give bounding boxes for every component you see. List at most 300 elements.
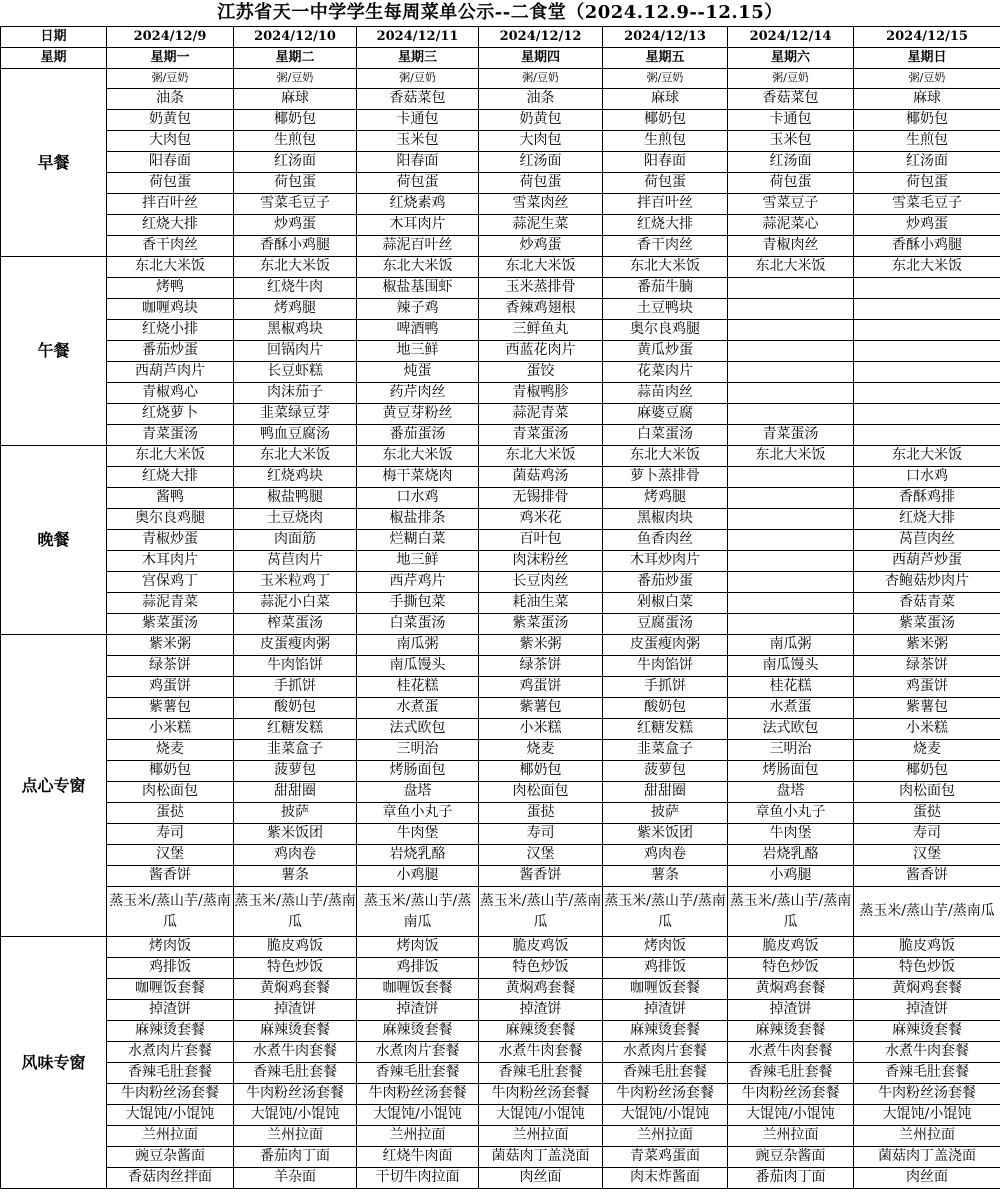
menu-cell: 口水鸡 [357, 488, 479, 509]
menu-cell: 红烧大排 [107, 467, 234, 488]
menu-cell: 特色炒饭 [234, 958, 357, 979]
menu-cell: 牛肉粉丝汤套餐 [234, 1084, 357, 1105]
menu-cell [728, 488, 854, 509]
dinner-label: 晚餐 [1, 446, 107, 635]
menu-cell: 牛肉粉丝汤套餐 [603, 1084, 728, 1105]
menu-cell: 烤鸡腿 [603, 488, 728, 509]
menu-cell: 椒盐鸭腿 [234, 488, 357, 509]
menu-cell: 粥/豆奶 [357, 69, 479, 89]
menu-cell: 兰州拉面 [234, 1126, 357, 1147]
menu-cell: 牛肉堡 [357, 824, 479, 845]
menu-cell: 麻辣烫套餐 [603, 1021, 728, 1042]
lunch-label: 午餐 [1, 257, 107, 446]
dinner-row [1, 572, 1000, 593]
menu-cell: 鸡排饭 [107, 958, 234, 979]
dinner-row [1, 488, 1000, 509]
menu-cell: 黑椒鸡块 [234, 320, 357, 341]
menu-cell: 特色炒饭 [479, 958, 603, 979]
menu-cell: 烤鸭 [107, 278, 234, 299]
menu-cell: 蛋饺 [479, 362, 603, 383]
menu-cell: 卡通包 [357, 110, 479, 131]
menu-cell: 掉渣饼 [479, 1000, 603, 1021]
menu-cell [728, 593, 854, 614]
menu-cell: 奥尔良鸡腿 [603, 320, 728, 341]
menu-cell: 小鸡腿 [357, 866, 479, 887]
menu-cell: 烧麦 [854, 740, 1000, 761]
menu-cell: 手抓饼 [603, 677, 728, 698]
menu-cell [854, 299, 1000, 320]
menu-cell: 水煮牛肉套餐 [854, 1042, 1000, 1063]
menu-cell: 黑椒肉块 [603, 509, 728, 530]
menu-cell: 椰奶包 [854, 110, 1000, 131]
breakfast-row [1, 69, 1000, 89]
menu-cell: 咖喱饭套餐 [357, 979, 479, 1000]
menu-cell: 蒸玉米/蒸山芋/蒸南瓜 [728, 887, 854, 937]
flavor-label: 风味专窗 [1, 937, 107, 1189]
menu-cell: 东北大米饭 [107, 446, 234, 467]
menu-cell: 手撕包菜 [357, 593, 479, 614]
snack-row [1, 824, 1000, 845]
menu-cell: 牛肉粉丝汤套餐 [357, 1084, 479, 1105]
menu-cell: 兰州拉面 [728, 1126, 854, 1147]
menu-cell: 紫薯包 [107, 698, 234, 719]
menu-cell: 红烧萝卜 [107, 404, 234, 425]
menu-cell: 披萨 [603, 803, 728, 824]
menu-cell: 黄焖鸡套餐 [479, 979, 603, 1000]
lunch-row [1, 383, 1000, 404]
menu-cell: 荷包蛋 [603, 173, 728, 194]
menu-cell: 红烧大排 [854, 509, 1000, 530]
menu-cell [728, 404, 854, 425]
menu-cell: 酱香饼 [107, 866, 234, 887]
menu-cell [728, 572, 854, 593]
menu-cell: 西葫芦炒蛋 [854, 551, 1000, 572]
menu-cell: 麻球 [603, 89, 728, 110]
weekday-cell: 星期三 [357, 48, 479, 69]
menu-cell: 绿茶饼 [479, 656, 603, 677]
menu-cell: 小米糕 [107, 719, 234, 740]
date-cell: 2024/12/15 [854, 27, 1000, 48]
menu-cell: 荷包蛋 [854, 173, 1000, 194]
menu-cell: 烤肉饭 [357, 937, 479, 958]
menu-cell: 剁椒白菜 [603, 593, 728, 614]
menu-cell: 土豆烧肉 [234, 509, 357, 530]
menu-cell: 大馄饨/小馄饨 [479, 1105, 603, 1126]
menu-cell: 香酥小鸡腿 [234, 236, 357, 257]
menu-cell: 披萨 [234, 803, 357, 824]
menu-cell: 蒜泥菜心 [728, 215, 854, 236]
menu-cell: 羊杂面 [234, 1168, 357, 1189]
menu-cell: 南瓜馒头 [357, 656, 479, 677]
menu-cell: 玉米包 [728, 131, 854, 152]
menu-cell [728, 341, 854, 362]
dinner-row [1, 593, 1000, 614]
menu-cell: 白菜蛋汤 [603, 425, 728, 446]
menu-cell [854, 404, 1000, 425]
menu-cell: 水煮蛋 [728, 698, 854, 719]
menu-cell: 红烧牛肉面 [357, 1147, 479, 1168]
menu-cell: 三明治 [357, 740, 479, 761]
menu-cell [854, 320, 1000, 341]
menu-cell: 鸡蛋饼 [479, 677, 603, 698]
menu-cell: 水煮肉片套餐 [603, 1042, 728, 1063]
menu-cell: 掉渣饼 [357, 1000, 479, 1021]
menu-cell: 白菜蛋汤 [357, 614, 479, 635]
menu-cell: 红汤面 [728, 152, 854, 173]
menu-cell: 粥/豆奶 [728, 69, 854, 89]
menu-cell: 大馄饨/小馄饨 [357, 1105, 479, 1126]
menu-cell: 烧麦 [107, 740, 234, 761]
snack-row [1, 677, 1000, 698]
menu-cell: 东北大米饭 [357, 446, 479, 467]
menu-cell: 小米糕 [854, 719, 1000, 740]
menu-cell: 粥/豆奶 [479, 69, 603, 89]
menu-cell: 东北大米饭 [728, 257, 854, 278]
menu-cell: 黄焖鸡套餐 [234, 979, 357, 1000]
menu-cell: 肉松面包 [479, 782, 603, 803]
menu-cell: 掉渣饼 [234, 1000, 357, 1021]
menu-cell: 三鲜鱼丸 [479, 320, 603, 341]
menu-cell: 香辣毛肚套餐 [234, 1063, 357, 1084]
menu-cell: 木耳炒肉片 [603, 551, 728, 572]
menu-cell: 水煮蛋 [357, 698, 479, 719]
menu-cell: 青椒炒蛋 [107, 530, 234, 551]
menu-cell [854, 341, 1000, 362]
menu-cell: 烤鸡腿 [234, 299, 357, 320]
menu-cell: 三明治 [728, 740, 854, 761]
menu-cell: 青菜蛋汤 [728, 425, 854, 446]
menu-cell: 蒜苗肉丝 [603, 383, 728, 404]
weekday-cell: 星期一 [107, 48, 234, 69]
menu-cell: 紫米饭团 [603, 824, 728, 845]
menu-cell: 百叶包 [479, 530, 603, 551]
menu-cell: 掉渣饼 [728, 1000, 854, 1021]
menu-cell: 章鱼小丸子 [728, 803, 854, 824]
menu-cell: 油条 [107, 89, 234, 110]
date-cell: 2024/12/9 [107, 27, 234, 48]
menu-cell: 生煎包 [854, 131, 1000, 152]
menu-cell: 椰奶包 [603, 110, 728, 131]
menu-cell: 大肉包 [107, 131, 234, 152]
menu-cell: 肉面筋 [234, 530, 357, 551]
dinner-row [1, 446, 1000, 467]
menu-cell: 桂花糕 [357, 677, 479, 698]
menu-cell [728, 509, 854, 530]
weekday-cell: 星期五 [603, 48, 728, 69]
menu-cell: 麻辣烫套餐 [479, 1021, 603, 1042]
menu-cell: 红汤面 [479, 152, 603, 173]
menu-cell: 辣子鸡 [357, 299, 479, 320]
menu-cell: 牛肉粉丝汤套餐 [728, 1084, 854, 1105]
menu-cell: 章鱼小丸子 [357, 803, 479, 824]
menu-cell: 寿司 [479, 824, 603, 845]
menu-cell: 汉堡 [854, 845, 1000, 866]
menu-cell: 兰州拉面 [107, 1126, 234, 1147]
menu-cell: 蒜泥生菜 [479, 215, 603, 236]
snack-row [1, 866, 1000, 887]
menu-cell: 兰州拉面 [357, 1126, 479, 1147]
menu-cell: 水煮牛肉套餐 [728, 1042, 854, 1063]
menu-cell: 甜甜圈 [234, 782, 357, 803]
flavor-row [1, 1105, 1000, 1126]
menu-cell: 菠萝包 [234, 761, 357, 782]
menu-cell: 青菜蛋汤 [479, 425, 603, 446]
snack-row [1, 656, 1000, 677]
menu-cell: 烧麦 [479, 740, 603, 761]
menu-cell: 酸奶包 [603, 698, 728, 719]
menu-cell: 耗油生菜 [479, 593, 603, 614]
menu-cell: 香酥鸡排 [854, 488, 1000, 509]
menu-cell: 玉米蒸排骨 [479, 278, 603, 299]
breakfast-row [1, 131, 1000, 152]
dinner-row [1, 614, 1000, 635]
menu-cell: 麻辣烫套餐 [234, 1021, 357, 1042]
lunch-row [1, 362, 1000, 383]
date-cell: 2024/12/10 [234, 27, 357, 48]
menu-cell: 红烧素鸡 [357, 194, 479, 215]
menu-cell: 红糖发糕 [234, 719, 357, 740]
snack-row [1, 635, 1000, 656]
menu-cell: 酱鸭 [107, 488, 234, 509]
menu-cell: 荷包蛋 [234, 173, 357, 194]
menu-cell [728, 614, 854, 635]
lunch-row [1, 299, 1000, 320]
menu-cell: 桂花糕 [728, 677, 854, 698]
menu-cell: 红烧大排 [603, 215, 728, 236]
menu-cell: 麻辣烫套餐 [728, 1021, 854, 1042]
menu-cell: 咖喱饭套餐 [107, 979, 234, 1000]
menu-cell: 脆皮鸡饭 [234, 937, 357, 958]
menu-cell: 麻辣烫套餐 [854, 1021, 1000, 1042]
snack-row [1, 845, 1000, 866]
menu-cell: 薯条 [234, 866, 357, 887]
menu-cell: 雪菜毛豆子 [854, 194, 1000, 215]
menu-cell: 蒜泥百叶丝 [357, 236, 479, 257]
menu-cell: 奶黄包 [479, 110, 603, 131]
menu-cell: 大馄饨/小馄饨 [107, 1105, 234, 1126]
date-cell: 2024/12/13 [603, 27, 728, 48]
menu-cell: 香辣毛肚套餐 [107, 1063, 234, 1084]
menu-cell: 莴苣肉片 [234, 551, 357, 572]
menu-cell: 牛肉馅饼 [234, 656, 357, 677]
menu-cell: 东北大米饭 [479, 446, 603, 467]
menu-cell: 岩烧乳酪 [357, 845, 479, 866]
menu-cell: 药芹肉丝 [357, 383, 479, 404]
menu-cell: 番茄牛腩 [603, 278, 728, 299]
menu-cell: 鱼香肉丝 [603, 530, 728, 551]
menu-cell [728, 383, 854, 404]
menu-cell: 椰奶包 [234, 110, 357, 131]
menu-cell: 木耳肉片 [107, 551, 234, 572]
menu-cell: 东北大米饭 [854, 257, 1000, 278]
menu-cell: 粥/豆奶 [107, 69, 234, 89]
menu-cell: 红糖发糕 [603, 719, 728, 740]
menu-cell: 黄焖鸡套餐 [854, 979, 1000, 1000]
menu-cell: 红汤面 [854, 152, 1000, 173]
menu-cell: 脆皮鸡饭 [728, 937, 854, 958]
menu-cell: 寿司 [107, 824, 234, 845]
menu-cell [728, 320, 854, 341]
menu-cell [854, 383, 1000, 404]
flavor-row [1, 958, 1000, 979]
menu-cell: 雪菜毛豆子 [234, 194, 357, 215]
menu-cell: 牛肉堡 [728, 824, 854, 845]
menu-cell: 青菜蛋汤 [107, 425, 234, 446]
dinner-row [1, 509, 1000, 530]
menu-cell: 口水鸡 [854, 467, 1000, 488]
menu-cell: 回锅肉片 [234, 341, 357, 362]
menu-cell: 阳春面 [357, 152, 479, 173]
menu-cell: 大馄饨/小馄饨 [854, 1105, 1000, 1126]
menu-cell: 鸡肉卷 [234, 845, 357, 866]
menu-cell: 荷包蛋 [357, 173, 479, 194]
menu-cell: 东北大米饭 [728, 446, 854, 467]
flavor-row [1, 1021, 1000, 1042]
snack-row [1, 887, 1000, 937]
menu-cell [854, 278, 1000, 299]
menu-cell: 牛肉粉丝汤套餐 [107, 1084, 234, 1105]
menu-cell: 汉堡 [107, 845, 234, 866]
menu-cell: 牛肉馅饼 [603, 656, 728, 677]
snack-row [1, 740, 1000, 761]
menu-cell: 蒸玉米/蒸山芋/蒸南瓜 [357, 887, 479, 937]
menu-cell: 炒鸡蛋 [854, 215, 1000, 236]
dinner-row [1, 530, 1000, 551]
breakfast-row [1, 215, 1000, 236]
menu-cell: 肉沫茄子 [234, 383, 357, 404]
menu-cell: 大馄饨/小馄饨 [728, 1105, 854, 1126]
menu-cell [854, 425, 1000, 446]
menu-cell: 炒鸡蛋 [479, 236, 603, 257]
weekday-label: 星期 [1, 48, 107, 69]
menu-cell: 西葫芦肉片 [107, 362, 234, 383]
menu-cell: 麻辣烫套餐 [107, 1021, 234, 1042]
menu-cell: 杏鲍菇炒肉片 [854, 572, 1000, 593]
menu-cell: 烤肠面包 [728, 761, 854, 782]
menu-cell: 肉末炸酱面 [603, 1168, 728, 1189]
breakfast-row [1, 194, 1000, 215]
menu-cell: 炒鸡蛋 [234, 215, 357, 236]
menu-cell: 东北大米饭 [357, 257, 479, 278]
date-cell: 2024/12/12 [479, 27, 603, 48]
menu-cell: 奥尔良鸡腿 [107, 509, 234, 530]
menu-cell: 鸡蛋饼 [854, 677, 1000, 698]
menu-cell: 香菇青菜 [854, 593, 1000, 614]
dinner-row [1, 467, 1000, 488]
menu-cell: 玉米包 [357, 131, 479, 152]
menu-cell: 菠萝包 [603, 761, 728, 782]
menu-cell: 南瓜粥 [357, 635, 479, 656]
menu-cell: 番茄蛋汤 [357, 425, 479, 446]
menu-cell: 甜甜圈 [603, 782, 728, 803]
menu-cell: 青椒鸭胗 [479, 383, 603, 404]
menu-cell: 荷包蛋 [107, 173, 234, 194]
menu-cell: 水煮牛肉套餐 [234, 1042, 357, 1063]
menu-cell: 香辣毛肚套餐 [728, 1063, 854, 1084]
menu-table [0, 26, 1000, 1189]
menu-cell: 番茄肉丁面 [728, 1168, 854, 1189]
menu-cell: 菌菇鸡汤 [479, 467, 603, 488]
menu-cell: 酱香饼 [854, 866, 1000, 887]
menu-cell: 鸡排饭 [357, 958, 479, 979]
menu-cell: 麻球 [234, 89, 357, 110]
menu-cell: 青菜鸡蛋面 [603, 1147, 728, 1168]
menu-cell: 鸡蛋饼 [107, 677, 234, 698]
lunch-row [1, 320, 1000, 341]
menu-cell: 蒸玉米/蒸山芋/蒸南瓜 [603, 887, 728, 937]
menu-cell: 小米糕 [479, 719, 603, 740]
menu-cell: 椒盐基围虾 [357, 278, 479, 299]
menu-cell: 蒜泥青菜 [107, 593, 234, 614]
menu-cell: 汉堡 [479, 845, 603, 866]
menu-cell: 肉沫粉丝 [479, 551, 603, 572]
menu-cell: 肉松面包 [854, 782, 1000, 803]
menu-cell: 脆皮鸡饭 [854, 937, 1000, 958]
menu-cell: 咖喱鸡块 [107, 299, 234, 320]
menu-cell: 蒜泥青菜 [479, 404, 603, 425]
menu-cell: 绿茶饼 [107, 656, 234, 677]
menu-cell: 粥/豆奶 [603, 69, 728, 89]
menu-cell: 法式欧包 [728, 719, 854, 740]
flavor-row [1, 1063, 1000, 1084]
menu-cell: 菌菇肉丁盖浇面 [479, 1147, 603, 1168]
menu-cell: 紫米粥 [854, 635, 1000, 656]
menu-cell: 长豆肉丝 [479, 572, 603, 593]
menu-cell: 无锡排骨 [479, 488, 603, 509]
menu-cell: 长豆虾糕 [234, 362, 357, 383]
menu-cell [728, 530, 854, 551]
menu-cell: 大肉包 [479, 131, 603, 152]
menu-cell: 香干肉丝 [107, 236, 234, 257]
menu-cell: 莴苣肉丝 [854, 530, 1000, 551]
menu-cell: 肉松面包 [107, 782, 234, 803]
menu-cell [728, 299, 854, 320]
menu-cell: 盘塔 [728, 782, 854, 803]
menu-cell: 东北大米饭 [603, 257, 728, 278]
menu-cell: 雪菜豆子 [728, 194, 854, 215]
menu-cell: 绿茶饼 [854, 656, 1000, 677]
menu-cell: 花菜肉片 [603, 362, 728, 383]
flavor-row [1, 1042, 1000, 1063]
menu-cell: 生煎包 [234, 131, 357, 152]
menu-cell: 番茄炒蛋 [107, 341, 234, 362]
dinner-row [1, 551, 1000, 572]
menu-cell: 蒸玉米/蒸山芋/蒸南瓜 [854, 887, 1000, 937]
date-cell: 2024/12/11 [357, 27, 479, 48]
menu-cell: 鸡肉卷 [603, 845, 728, 866]
menu-cell: 香辣毛肚套餐 [357, 1063, 479, 1084]
menu-cell: 蒸玉米/蒸山芋/蒸南瓜 [107, 887, 234, 937]
menu-cell [728, 278, 854, 299]
menu-cell: 东北大米饭 [234, 446, 357, 467]
menu-cell: 南瓜粥 [728, 635, 854, 656]
menu-cell: 水煮肉片套餐 [107, 1042, 234, 1063]
menu-cell: 蒸玉米/蒸山芋/蒸南瓜 [479, 887, 603, 937]
menu-cell: 阳春面 [603, 152, 728, 173]
breakfast-label: 早餐 [1, 69, 107, 257]
lunch-row [1, 404, 1000, 425]
breakfast-row [1, 173, 1000, 194]
menu-cell: 香菇菜包 [357, 89, 479, 110]
menu-cell: 香菇菜包 [728, 89, 854, 110]
menu-cell: 兰州拉面 [854, 1126, 1000, 1147]
menu-cell: 紫米饭团 [234, 824, 357, 845]
menu-cell: 豌豆杂酱面 [728, 1147, 854, 1168]
menu-cell: 红汤面 [234, 152, 357, 173]
menu-cell: 烂糊白菜 [357, 530, 479, 551]
page-title: 江苏省天一中学学生每周菜单公示--二食堂（2024.12.9--12.15） [217, 2, 783, 23]
menu-cell: 木耳肉片 [357, 215, 479, 236]
